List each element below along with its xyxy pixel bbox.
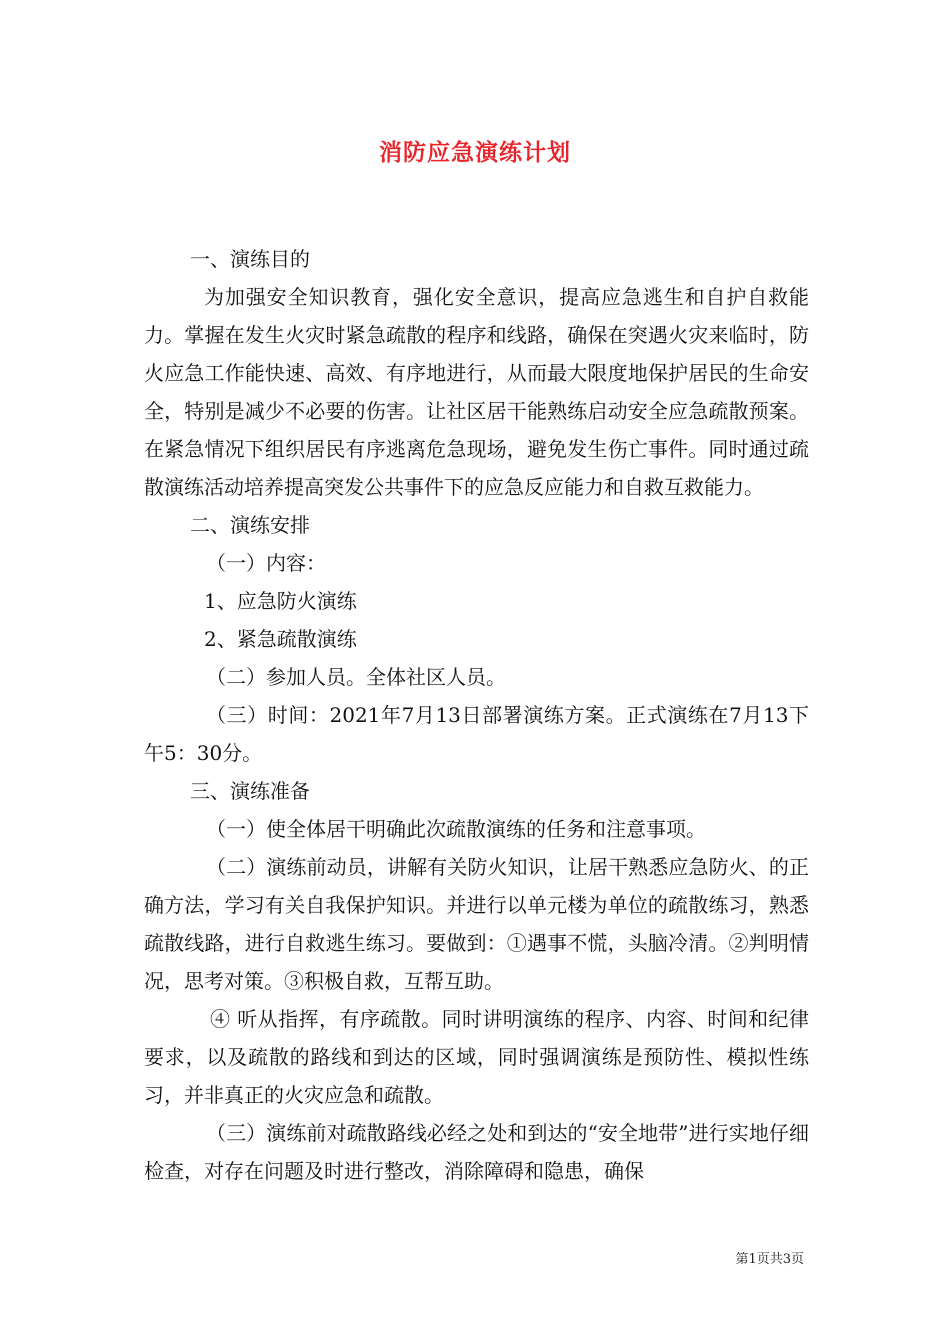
paragraph: （二）演练前动员，讲解有关防火知识，让居干熟悉应急防火、的正确方法，学习有关自我保护知识。并进行以单元楼为单位的疏散练习，熟悉疏散线路，进行自救逃生练习。要做到：①遇事不慌，头脑冷清。②判明情况，思考对策。③积极自救，互帮互助。: [144, 855, 809, 993]
paragraph: （三）演练前对疏散路线必经之处和到达的“安全地带”进行实地仔细检查，对存在问题及时进行整改，消除障碍和隐患，确保: [144, 1121, 809, 1183]
section-heading: 二、演练安排: [190, 513, 310, 537]
subsection-heading: （一）内容：: [206, 551, 326, 575]
section-heading: 一、演练目的: [190, 247, 310, 271]
paragraph: （三）时间：2021年7月13日部署演练方案。正式演练在7月13下午5：30分。: [144, 703, 809, 765]
page-number: 第1页共3页: [735, 1252, 804, 1267]
list-item: 1、应急防火演练: [204, 589, 357, 613]
paragraph: 为加强安全知识教育，强化安全意识，提高应急逃生和自护自救能力。掌握在发生火灾时紧急疏散的程序和线路，确保在突遇火灾来临时，防火应急工作能快速、高效、有序地进行，从而最大限度地保护居民的生命安全，特别是减少不必要的伤害。让社区居干能熟练启动安全应急疏散预案。在紧急情况下组织居民有序逃离危急现场，避免发生伤亡事件。同时通过疏散演练活动培养提高突发公共事件下的应急反应能力和自救互救能力。: [144, 285, 809, 499]
paragraph: （二）参加人员。全体社区人员。: [206, 665, 506, 689]
paragraph: （一）使全体居干明确此次疏散演练的任务和注意事项。: [206, 817, 706, 841]
paragraph: ④ 听从指挥，有序疏散。同时讲明演练的程序、内容、时间和纪律要求，以及疏散的路线和到达的区域，同时强调演练是预防性、模拟性练习，并非真正的火灾应急和疏散。: [144, 1007, 809, 1107]
list-item: 2、紧急疏散演练: [204, 627, 357, 651]
document-body: [144, 240, 809, 1190]
document-title: 消防应急演练计划: [379, 139, 571, 166]
section-heading: 三、演练准备: [190, 779, 310, 803]
